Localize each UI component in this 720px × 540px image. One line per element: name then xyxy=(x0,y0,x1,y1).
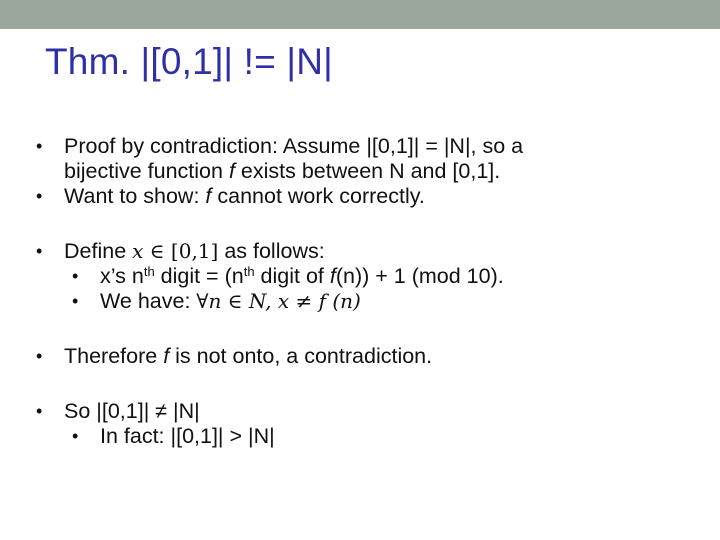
bullet-text: In fact: |[0,1]| > |N| xyxy=(100,424,275,448)
bullet-text: cannot work correctly. xyxy=(211,184,425,208)
bullet-text: Want to show: xyxy=(64,184,206,208)
bullet-text: bijective function xyxy=(64,159,229,183)
superscript: th xyxy=(143,264,155,279)
bullet-text: is not onto, a contradiction. xyxy=(169,344,433,368)
bullet-text: exists between N and [0,1]. xyxy=(234,159,501,183)
math-expression: ∈ [0,1] xyxy=(143,239,219,263)
bullet-text: So |[0,1]| ≠ |N| xyxy=(64,399,200,423)
bullet-want-to-show xyxy=(36,184,676,209)
sub-bullet-we-have xyxy=(36,289,676,314)
function-symbol: f xyxy=(163,344,170,368)
bullet-text: (n)) + 1 (mod 10). xyxy=(335,264,504,288)
math-expression: ∀n ∈ N, x ≠ f (n) xyxy=(196,289,361,313)
bullet-text: We have: xyxy=(100,289,197,313)
bullet-text: digit = (n xyxy=(154,264,244,288)
bullet-conclusion xyxy=(36,399,676,424)
sub-bullet-digit-rule xyxy=(36,264,676,289)
bullet-therefore xyxy=(36,344,676,369)
function-symbol: f xyxy=(329,264,336,288)
superscript: th xyxy=(243,264,255,279)
bullet-text: Proof by contradiction: Assume |[0,1]| = |N|, so a xyxy=(64,134,524,158)
bullet-text: x’s n xyxy=(100,264,144,288)
bullet-text: Define xyxy=(64,239,133,263)
sub-bullet-in-fact xyxy=(36,424,676,449)
bullet-define-x xyxy=(36,239,676,264)
bullet-text: digit of xyxy=(254,264,330,288)
math-variable: x xyxy=(132,239,144,263)
bullet-text: as follows: xyxy=(218,239,325,263)
bullet-proof-assumption xyxy=(36,134,676,184)
slide-title: Thm. |[0,1]| != |N| xyxy=(45,41,333,82)
bullet-text: Therefore xyxy=(64,344,164,368)
function-symbol: f xyxy=(228,159,235,183)
function-symbol: f xyxy=(205,184,212,208)
slide-body xyxy=(36,134,676,449)
slide-header-bar xyxy=(0,0,720,29)
